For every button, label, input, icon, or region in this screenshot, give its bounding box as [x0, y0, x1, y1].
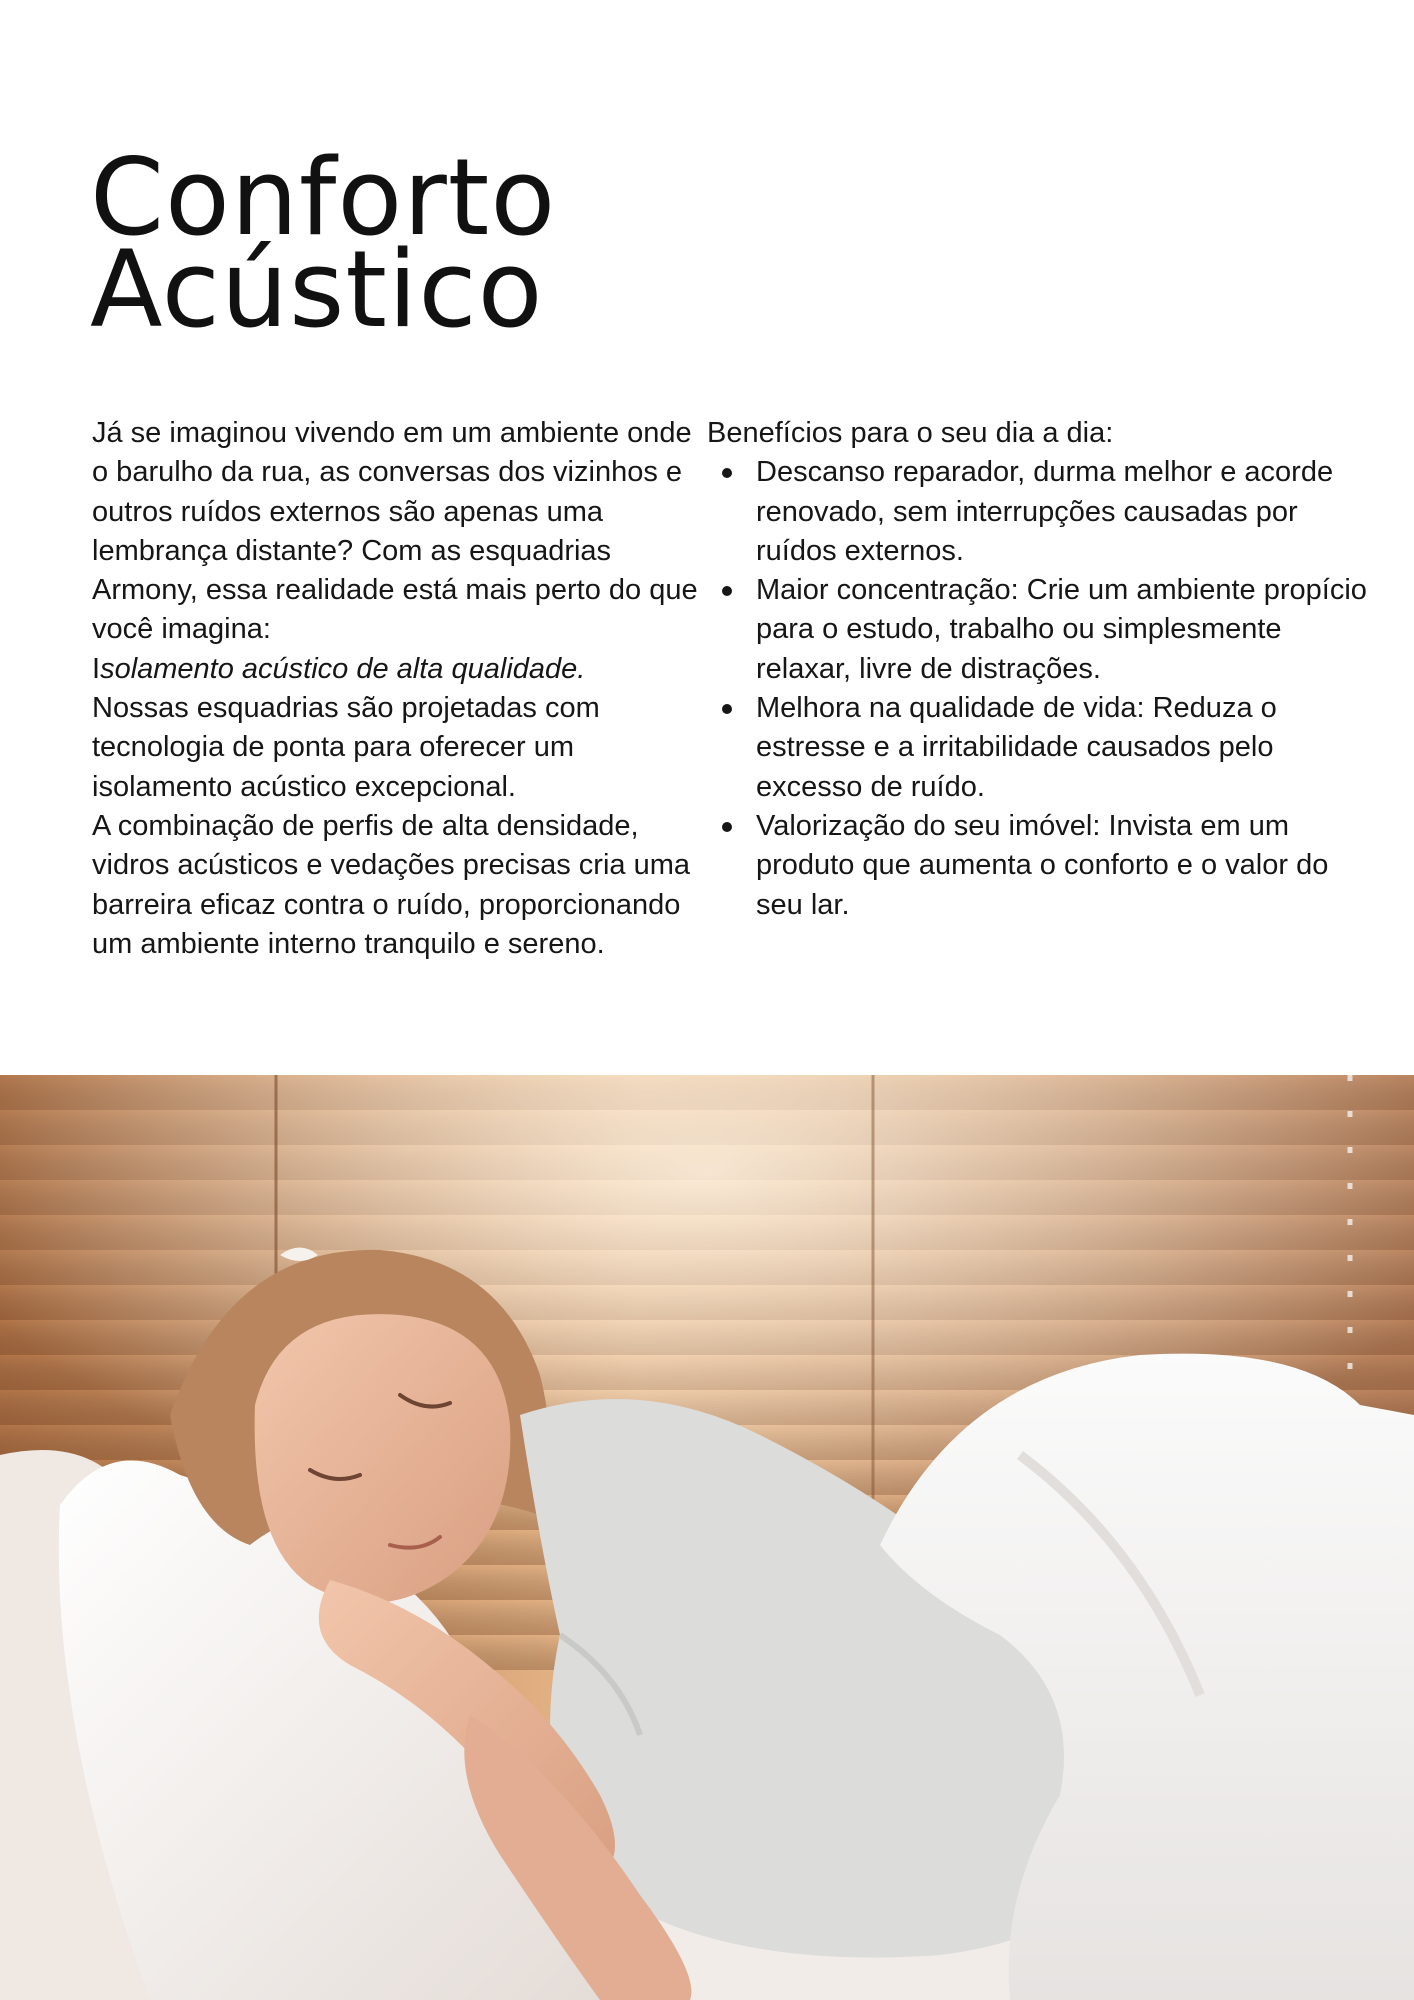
photo-illustration [0, 1075, 1414, 2000]
benefit-item-concentration: Maior concentração: Crie um ambiente propício para o estudo, trabalho ou simplesmente relaxar, livre de distrações. [707, 571, 1367, 689]
intro-column [92, 414, 704, 964]
benefits-heading: Benefícios para o seu dia a dia: [707, 417, 1114, 449]
intro-paragraph: Já se imaginou vivendo em um ambiente onde o barulho da rua, as conversas dos vizinhos e outros ruídos externos são apenas uma lembrança distante? Com as esquadrias Armony, essa realidade está mais perto do que você imagina: [92, 417, 698, 646]
technology-paragraph: Nossas esquadrias são projetadas com tecnologia de ponta para oferecer um isolamento acústico excepcional. [92, 692, 600, 803]
combination-paragraph: A combinação de perfis de alta densidade, vidros acústicos e vedações precisas cria uma barreira eficaz contra o ruído, proporcionando um ambiente interno tranquilo e sereno. [92, 809, 690, 960]
benefits-column [707, 414, 1367, 925]
benefit-item-property-value: Valorização do seu imóvel: Invista em um produto que aumenta o conforto e o valor do seu lar. [707, 807, 1367, 925]
benefit-item-rest: Descanso reparador, durma melhor e acorde renovado, sem interrupções causadas por ruídos externos. [707, 453, 1367, 571]
page-title [90, 136, 557, 351]
highlight-line [92, 650, 704, 689]
title-line-2: Acústico [90, 228, 544, 351]
sleeping-girl-photo [0, 1075, 1414, 2000]
title-line-1: Conforto [90, 136, 557, 259]
benefit-item-quality-of-life: Melhora na qualidade de vida: Reduza o estresse e a irritabilidade causados pelo excesso de ruído. [707, 689, 1367, 807]
benefits-list [707, 453, 1367, 925]
highlight-initial: I [92, 652, 101, 685]
highlight-text: solamento acústico de alta qualidade. [100, 652, 586, 685]
